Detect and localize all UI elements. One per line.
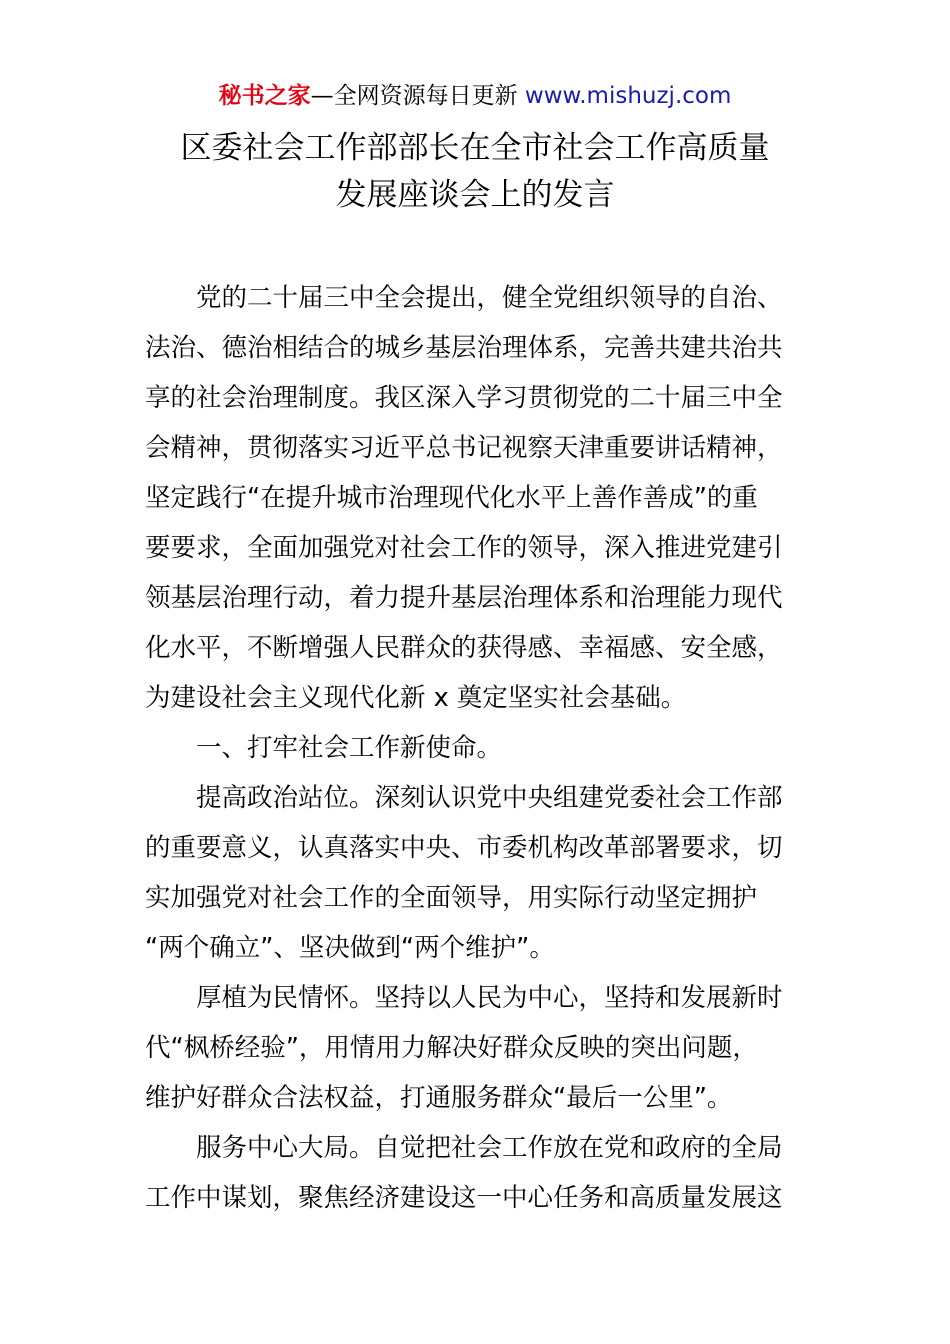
text-line: 厚植为民情怀。坚持以人民为中心，坚持和发展新时 — [196, 983, 783, 1013]
text-line: 提高政治站位。深刻认识党中央组建党委社会工作部 — [196, 783, 783, 813]
text-line: 一、打牢社会工作新使命。 — [196, 733, 503, 763]
site-brand: 秘书之家 — [218, 83, 311, 109]
text-line: 法治、德治相结合的城乡基层治理体系，完善共建共治共 — [145, 333, 783, 363]
text-line: 会精神，贯彻落实习近平总书记视察天津重要讲话精神， — [145, 433, 783, 463]
text-line: 工作中谋划，聚焦经济建设这一中心任务和高质量发展这 — [145, 1183, 783, 1213]
text-line: 享的社会治理制度。我区深入学习贯彻党的二十届三中全 — [145, 383, 783, 413]
document-title — [0, 125, 950, 219]
site-tagline: —全网资源每日更新 — [310, 83, 525, 109]
title-line-1: 区委社会工作部部长在全市社会工作高质量 — [180, 130, 770, 166]
paragraph-political-stance — [145, 773, 810, 973]
text-line: “两个确立”、坚决做到“两个维护”。 — [145, 933, 555, 963]
paragraph-serve-center — [145, 1123, 810, 1223]
text-line: 服务中心大局。自觉把社会工作放在党和政府的全局 — [196, 1133, 783, 1163]
text-line: 的重要意义，认真落实中央、市委机构改革部署要求，切 — [145, 833, 783, 863]
paragraph-people-first — [145, 973, 810, 1123]
document-body — [145, 273, 810, 1223]
text-line: 化水平，不断增强人民群众的获得感、幸福感、安全感， — [145, 633, 783, 663]
title-line-2: 发展座谈会上的发言 — [335, 177, 615, 213]
paragraph-intro — [145, 273, 810, 723]
text-line: 领基层治理行动，着力提升基层治理体系和治理能力现代 — [145, 583, 783, 613]
text-line: 维护好群众合法权益，打通服务群众“最后一公里”。 — [145, 1083, 733, 1113]
text-line: 党的二十届三中全会提出，健全党组织领导的自治、 — [196, 283, 783, 313]
site-url: www.mishuzj.com — [524, 83, 732, 109]
text-line: 代“枫桥经验”，用情用力解决好群众反映的突出问题， — [145, 1033, 758, 1063]
text-line: 实加强党对社会工作的全面领导，用实际行动坚定拥护 — [145, 883, 758, 913]
section-heading — [145, 723, 810, 773]
text-line: 坚定践行“在提升城市治理现代化水平上善作善成”的重 — [145, 483, 758, 513]
text-line: 为建设社会主义现代化新 x 奠定坚实社会基础。 — [145, 683, 687, 713]
text-line: 要要求，全面加强党对社会工作的领导，深入推进党建引 — [145, 533, 783, 563]
site-header — [0, 80, 950, 112]
